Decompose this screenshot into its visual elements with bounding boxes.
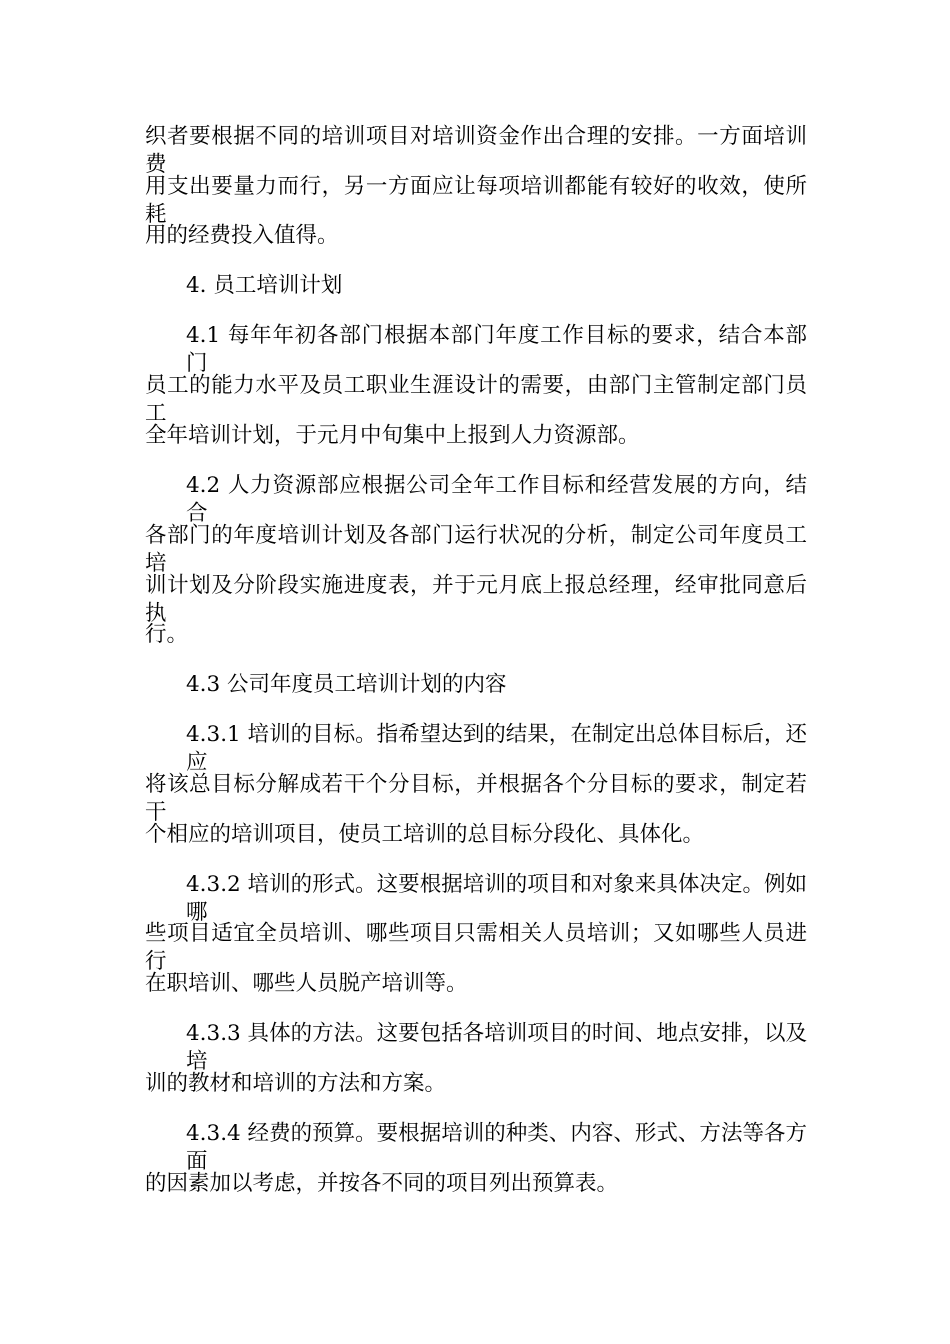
paragraph-line: 4.1 每年年初各部门根据本部门年度工作目标的要求，结合本部门	[186, 323, 807, 376]
paragraph-line: 员工的能力水平及员工职业生涯设计的需要，由部门主管制定部门员工	[145, 373, 807, 426]
paragraph-line: 各部门的年度培训计划及各部门运行状况的分析，制定公司年度员工培	[145, 523, 807, 576]
paragraph-line: 织者要根据不同的培训项目对培训资金作出合理的安排。一方面培训费	[145, 124, 807, 177]
paragraph-line: 训计划及分阶段实施进度表，并于元月底上报总经理，经审批同意后执	[145, 573, 807, 626]
paragraph-line: 全年培训计划，于元月中旬集中上报到人力资源部。	[145, 423, 640, 448]
paragraph-line: 在职培训、哪些人员脱产培训等。	[145, 971, 468, 996]
paragraph-line: 行。	[145, 622, 189, 647]
section-heading: 4.3 公司年度员工培训计划的内容	[186, 672, 507, 697]
paragraph-line: 4.3.3 具体的方法。这要包括各培训项目的时间、地点安排，以及培	[186, 1021, 807, 1074]
paragraph-line: 个相应的培训项目，使员工培训的总目标分段化、具体化。	[145, 822, 705, 847]
section-heading: 4. 员工培训计划	[186, 273, 343, 298]
paragraph-line: 用支出要量力而行，另一方面应让每项培训都能有较好的收效，使所耗	[145, 174, 807, 227]
paragraph-line: 4.3.4 经费的预算。要根据培训的种类、内容、形式、方法等各方面	[186, 1121, 807, 1174]
paragraph-line: 些项目适宜全员培训、哪些项目只需相关人员培训；又如哪些人员进行	[145, 921, 807, 974]
paragraph-line: 4.3.2 培训的形式。这要根据培训的项目和对象来具体决定。例如哪	[186, 872, 807, 925]
paragraph-line: 4.3.1 培训的目标。指希望达到的结果，在制定出总体目标后，还应	[186, 722, 807, 775]
paragraph-line: 训的教材和培训的方法和方案。	[145, 1071, 447, 1096]
paragraph-line: 用的经费投入值得。	[145, 223, 339, 248]
paragraph-line: 4.2 人力资源部应根据公司全年工作目标和经营发展的方向，结合	[186, 473, 807, 526]
paragraph-line: 将该总目标分解成若干个分目标，并根据各个分目标的要求，制定若干	[145, 772, 807, 825]
paragraph-line: 的因素加以考虑，并按各不同的项目列出预算表。	[145, 1171, 619, 1196]
